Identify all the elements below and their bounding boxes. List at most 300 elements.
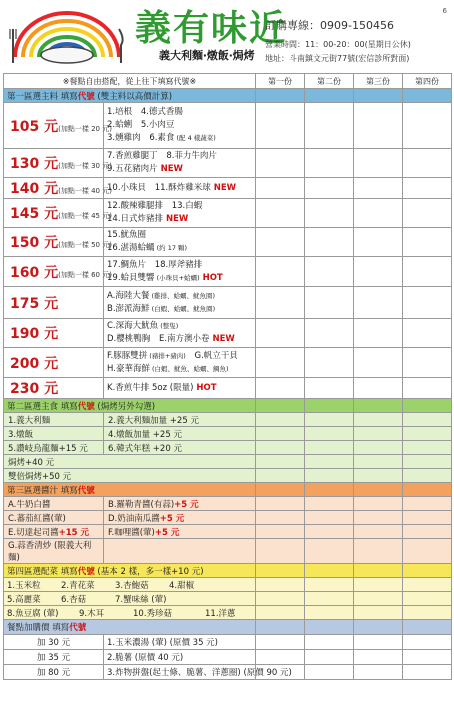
portion-input-cell[interactable] xyxy=(403,650,452,665)
portion-input-cell[interactable] xyxy=(354,620,403,635)
sauce-name: A.牛奶白醬 xyxy=(8,499,51,510)
sauce-row xyxy=(4,497,452,511)
item-list xyxy=(104,228,256,257)
portion-input-cell[interactable] xyxy=(305,483,354,497)
portion-input-cell[interactable] xyxy=(354,103,403,149)
item-list xyxy=(104,178,256,199)
side-dish-row xyxy=(4,592,452,606)
portion-input-cell[interactable] xyxy=(305,378,354,399)
menu-item: 17.鯛魚片 xyxy=(107,259,147,270)
portion-input-cell[interactable] xyxy=(354,427,403,441)
menu-item: 2.蛤蜊 xyxy=(107,120,133,130)
portion-input-cell[interactable] xyxy=(403,455,452,469)
portion-input-cell[interactable] xyxy=(354,525,403,539)
portion-input-cell[interactable] xyxy=(256,539,305,564)
side-dish: 8.魚豆腐 (葷) xyxy=(7,608,59,619)
add-on-row xyxy=(4,650,452,665)
price-tier xyxy=(4,103,112,149)
portion-input-cell[interactable] xyxy=(354,378,403,399)
portion-input-cell[interactable] xyxy=(403,620,452,635)
staple-option: 6.韓式年糕 +20 元 xyxy=(104,441,256,455)
portion-input-cell[interactable] xyxy=(354,149,403,178)
portion-input-cell[interactable] xyxy=(256,606,305,620)
portion-input-cell[interactable] xyxy=(305,497,354,511)
portion-input-cell[interactable] xyxy=(256,348,305,378)
code-highlight: 代號 xyxy=(77,485,95,496)
section-header-row xyxy=(4,564,452,578)
portion-input-cell[interactable] xyxy=(403,578,452,592)
portion-header-1: 第一份 xyxy=(256,74,305,89)
section-label xyxy=(4,564,256,578)
side-dish-options xyxy=(4,578,256,592)
restaurant-logo xyxy=(7,9,127,65)
sauce-surcharge: +5 元 xyxy=(154,527,180,538)
portion-input-cell[interactable] xyxy=(305,178,354,199)
side-dish: 2.青花菜 xyxy=(61,580,95,591)
portion-input-cell[interactable] xyxy=(256,469,305,483)
menu-item: B.澎派海鮮 xyxy=(107,303,150,314)
portion-input-cell[interactable] xyxy=(403,348,452,378)
item-list xyxy=(104,319,256,348)
section-label xyxy=(4,483,256,497)
menu-item: A.海陸大餐 xyxy=(107,290,150,301)
portion-input-cell[interactable] xyxy=(354,606,403,620)
sauce-option xyxy=(4,525,104,539)
item-line xyxy=(107,106,252,119)
portion-input-cell[interactable] xyxy=(403,511,452,525)
portion-input-cell[interactable] xyxy=(403,427,452,441)
order-table xyxy=(3,73,452,680)
side-dish: 5.高麗菜 xyxy=(7,594,41,605)
section-label-text: 填寫 xyxy=(49,623,70,633)
section-label-text: 第四區選配菜 xyxy=(7,566,59,577)
portion-input-cell[interactable] xyxy=(256,483,305,497)
section-label-text: (雙主料以高價計算) xyxy=(94,91,173,102)
item-line xyxy=(107,200,252,213)
staple-option: 2.義大利麵加量 +25 元 xyxy=(104,413,256,427)
item-line xyxy=(107,163,252,176)
portion-input-cell[interactable] xyxy=(305,635,354,650)
portion-input-cell[interactable] xyxy=(305,525,354,539)
portion-input-cell[interactable] xyxy=(354,399,403,413)
portion-input-cell[interactable] xyxy=(305,103,354,149)
page-mark: 6 xyxy=(442,7,447,15)
gratin-option: 焗烤+40 元 xyxy=(4,455,256,469)
section-header-row xyxy=(4,399,452,413)
main-ingredient-row xyxy=(4,287,452,319)
item-list xyxy=(104,257,256,287)
menu-item: 11.酥炸雞米球 xyxy=(152,182,211,193)
portion-input-cell[interactable] xyxy=(256,199,305,228)
price-label: 200 元 xyxy=(10,355,59,372)
price-tier xyxy=(4,287,104,319)
code-highlight: 代號 xyxy=(69,623,87,633)
portion-input-cell[interactable] xyxy=(305,228,354,257)
menu-item: 19.蛤貝雙響 xyxy=(107,272,155,283)
portion-input-cell[interactable] xyxy=(403,199,452,228)
portion-input-cell[interactable] xyxy=(256,287,305,319)
sauce-surcharge: +5 元 xyxy=(159,513,185,524)
price-label: 175 元 xyxy=(10,295,59,312)
main-ingredient-row xyxy=(4,378,452,399)
side-dish: 9.木耳 xyxy=(79,608,105,619)
portion-input-cell[interactable] xyxy=(256,620,305,635)
portion-input-cell[interactable] xyxy=(354,257,403,287)
portion-input-cell[interactable] xyxy=(256,413,305,427)
portion-input-cell[interactable] xyxy=(354,635,403,650)
portion-input-cell[interactable] xyxy=(256,564,305,578)
menu-item: 13.白蝦 xyxy=(169,201,203,211)
side-dish-options xyxy=(4,606,256,620)
portion-input-cell[interactable] xyxy=(354,199,403,228)
portion-input-cell[interactable] xyxy=(354,650,403,665)
price-label: 160 元 xyxy=(10,264,59,281)
portion-header-3: 第三份 xyxy=(354,74,403,89)
menu-item: 10.小珠貝 xyxy=(107,182,147,193)
portion-input-cell[interactable] xyxy=(403,378,452,399)
menu-order-sheet xyxy=(3,3,451,721)
portion-input-cell[interactable] xyxy=(403,178,452,199)
side-dish: 11.洋蔥 xyxy=(205,608,236,619)
business-hours: 營業時間：11：00-20：00(星期日公休) xyxy=(265,40,411,49)
sauce-option xyxy=(104,511,256,525)
address: 地址：斗南鎮文元街77號(宏信診所對面) xyxy=(265,54,410,63)
portion-input-cell[interactable] xyxy=(305,511,354,525)
portion-input-cell[interactable] xyxy=(403,525,452,539)
item-line xyxy=(107,119,252,132)
section-header-row xyxy=(4,89,452,103)
portion-input-cell[interactable] xyxy=(354,469,403,483)
portion-input-cell[interactable] xyxy=(354,348,403,378)
portion-input-cell[interactable] xyxy=(305,455,354,469)
portion-input-cell[interactable] xyxy=(354,441,403,455)
portion-input-cell[interactable] xyxy=(305,257,354,287)
portion-input-cell[interactable] xyxy=(354,413,403,427)
add-on-price: 加 35 元 xyxy=(4,650,104,665)
portion-input-cell[interactable] xyxy=(403,665,452,680)
portion-input-cell[interactable] xyxy=(305,592,354,606)
item-list xyxy=(104,199,256,228)
sauce-row xyxy=(4,525,452,539)
add-on-note: (加點一樣 50 元) xyxy=(58,241,112,249)
new-hot-badge: HOT xyxy=(193,382,217,393)
portion-input-cell[interactable] xyxy=(354,665,403,680)
menu-item: 5.小肉豆 xyxy=(138,120,175,130)
main-ingredient-row xyxy=(4,103,452,149)
sauce-name: E.切達起司醬 xyxy=(8,527,59,538)
portion-input-cell[interactable] xyxy=(354,592,403,606)
section-label xyxy=(4,89,256,103)
menu-item: H.豪華海鮮 xyxy=(107,363,150,374)
portion-input-cell[interactable] xyxy=(354,287,403,319)
staple-row xyxy=(4,427,452,441)
item-line xyxy=(107,363,252,376)
item-line xyxy=(107,320,252,333)
item-list xyxy=(104,287,256,319)
price-tier xyxy=(4,149,112,178)
code-highlight: 代號 xyxy=(77,91,95,102)
portion-input-cell[interactable] xyxy=(305,539,354,564)
portion-input-cell[interactable] xyxy=(403,287,452,319)
item-list xyxy=(104,348,256,378)
main-ingredient-row xyxy=(4,149,452,178)
code-highlight: 代號 xyxy=(77,401,95,412)
new-hot-badge: NEW xyxy=(163,214,189,224)
portion-input-cell[interactable] xyxy=(256,378,305,399)
menu-item: (小珠貝+蛤蠣) xyxy=(154,273,200,282)
section-label-text: (基本 2 樣，多一樣+10 元) xyxy=(94,566,204,577)
portion-input-cell[interactable] xyxy=(256,578,305,592)
item-line xyxy=(107,242,252,255)
side-dish: 4.甜椒 xyxy=(169,580,195,591)
add-on-row xyxy=(4,665,452,680)
portion-input-cell[interactable] xyxy=(256,149,305,178)
portion-input-cell[interactable] xyxy=(354,511,403,525)
portion-input-cell[interactable] xyxy=(354,539,403,564)
portion-input-cell[interactable] xyxy=(305,287,354,319)
portion-input-cell[interactable] xyxy=(256,441,305,455)
portion-input-cell[interactable] xyxy=(256,650,305,665)
menu-item: 16.湛湯蛤蠣 xyxy=(107,243,155,253)
portion-input-cell[interactable] xyxy=(354,319,403,348)
portion-input-cell[interactable] xyxy=(305,348,354,378)
portion-input-cell[interactable] xyxy=(403,228,452,257)
side-dish: 6.杏菇 xyxy=(61,594,87,605)
portion-input-cell[interactable] xyxy=(403,635,452,650)
add-on-note: (加點一樣 45 元) xyxy=(58,212,112,220)
sauce-option xyxy=(104,497,256,511)
restaurant-name: 義有味近 xyxy=(135,7,288,49)
item-line xyxy=(107,150,252,163)
price-tier xyxy=(4,348,104,378)
portion-input-cell[interactable] xyxy=(354,483,403,497)
add-on-item: 3.炸物拼盤(起士條、脆薯、洋蔥圈) (原價 90 元) xyxy=(104,665,256,680)
portion-input-cell[interactable] xyxy=(305,650,354,665)
staple-row xyxy=(4,441,452,455)
portion-input-cell[interactable] xyxy=(305,199,354,228)
portion-input-cell[interactable] xyxy=(305,578,354,592)
portion-input-cell[interactable] xyxy=(256,592,305,606)
portion-input-cell[interactable] xyxy=(305,319,354,348)
main-ingredient-row xyxy=(4,348,452,378)
section-label xyxy=(4,399,256,413)
price-label: 145 元 xyxy=(10,206,59,222)
section-label xyxy=(4,620,256,635)
gratin-row xyxy=(4,469,452,483)
portion-input-cell[interactable] xyxy=(403,469,452,483)
price-label: 130 元 xyxy=(10,156,59,172)
staple-option: 1.義大利麵 xyxy=(4,413,104,427)
sauce-option xyxy=(4,539,104,564)
staple-option: 3.燉飯 xyxy=(4,427,104,441)
portion-input-cell[interactable] xyxy=(256,497,305,511)
portion-input-cell[interactable] xyxy=(403,89,452,103)
portion-input-cell[interactable] xyxy=(256,89,305,103)
portion-input-cell[interactable] xyxy=(305,413,354,427)
main-ingredient-row xyxy=(4,319,452,348)
new-hot-badge: NEW xyxy=(210,182,237,193)
section-label-text: 餐點加購價 xyxy=(7,623,50,633)
add-on-price: 加 80 元 xyxy=(4,665,104,680)
add-on-note: (加點一樣 60 元) xyxy=(58,270,112,279)
ordering-note: ※餐點自由搭配，從上往下填寫代號※ xyxy=(4,74,256,89)
item-list xyxy=(104,103,256,149)
portion-input-cell[interactable] xyxy=(256,319,305,348)
price-label: 140 元 xyxy=(10,181,59,197)
portion-input-cell[interactable] xyxy=(403,592,452,606)
portion-input-cell[interactable] xyxy=(256,257,305,287)
add-on-note: (加點一樣 20 元) xyxy=(58,124,112,133)
section-label-text: 填寫 xyxy=(58,485,78,496)
section-label-text: (焗烤另外勾選) xyxy=(94,401,156,412)
portion-input-cell[interactable] xyxy=(256,427,305,441)
item-line xyxy=(107,182,252,195)
item-line xyxy=(107,290,252,303)
section-label-text: 第二區選主食 xyxy=(7,401,59,412)
portion-input-cell[interactable] xyxy=(305,620,354,635)
item-list xyxy=(104,378,256,399)
price-tier xyxy=(4,257,112,287)
side-dish: 3.杏鮑菇 xyxy=(115,580,149,591)
main-ingredient-row xyxy=(4,228,452,257)
menu-item: (白蝦、魷魚、蛤蠣、鯛魚) xyxy=(149,364,229,373)
portion-input-cell[interactable] xyxy=(256,635,305,650)
add-on-item: 2.脆薯 (原價 40 元) xyxy=(104,650,256,665)
portion-input-cell[interactable] xyxy=(256,103,305,149)
price-tier xyxy=(4,319,104,348)
price-label: 105 元 xyxy=(10,118,59,135)
menu-item: 18.厚斧豬排 xyxy=(152,259,203,270)
portion-input-cell[interactable] xyxy=(403,103,452,149)
portion-input-cell[interactable] xyxy=(305,89,354,103)
main-ingredient-row xyxy=(4,199,452,228)
code-highlight: 代號 xyxy=(77,566,95,577)
portion-input-cell[interactable] xyxy=(403,539,452,564)
menu-item: K.香煎牛排 5oz (限量) xyxy=(107,382,194,393)
portion-input-cell[interactable] xyxy=(354,89,403,103)
item-line xyxy=(107,272,252,285)
side-dish-row xyxy=(4,606,452,620)
portion-input-cell[interactable] xyxy=(256,178,305,199)
new-hot-badge: NEW xyxy=(209,334,235,344)
portion-input-cell[interactable] xyxy=(403,564,452,578)
portion-input-cell[interactable] xyxy=(354,455,403,469)
portion-input-cell[interactable] xyxy=(305,441,354,455)
portion-input-cell[interactable] xyxy=(305,399,354,413)
portion-input-cell[interactable] xyxy=(403,319,452,348)
portion-input-cell[interactable] xyxy=(403,257,452,287)
portion-input-cell[interactable] xyxy=(256,511,305,525)
item-line xyxy=(107,382,252,395)
add-on-note: (加點一樣 40 元) xyxy=(58,187,112,195)
section-label-text: 填寫 xyxy=(58,566,78,577)
portion-input-cell[interactable] xyxy=(305,469,354,483)
portion-input-cell[interactable] xyxy=(403,441,452,455)
price-label: 150 元 xyxy=(10,235,59,251)
add-on-price: 加 30 元 xyxy=(4,635,104,650)
item-line xyxy=(107,303,252,316)
item-line xyxy=(107,132,252,145)
section-header-row xyxy=(4,483,452,497)
menu-item: E.南方澳小卷 xyxy=(156,334,210,344)
side-dish-row xyxy=(4,578,452,592)
portion-input-cell[interactable] xyxy=(403,149,452,178)
portion-input-cell[interactable] xyxy=(354,564,403,578)
price-tier xyxy=(4,178,112,199)
portion-input-cell[interactable] xyxy=(305,564,354,578)
staple-option: 5.讚岐烏龍麵+15 元 xyxy=(4,441,104,455)
table-header-row xyxy=(4,74,452,89)
portion-input-cell[interactable] xyxy=(305,665,354,680)
staple-option: 4.燉飯加量 +25 元 xyxy=(104,427,256,441)
portion-input-cell[interactable] xyxy=(256,399,305,413)
gratin-row xyxy=(4,455,452,469)
menu-item: 1.培根 xyxy=(107,107,133,117)
portion-input-cell[interactable] xyxy=(256,228,305,257)
side-dish: 1.玉米粒 xyxy=(7,580,41,591)
item-line xyxy=(107,333,252,346)
item-line xyxy=(107,259,252,272)
portion-input-cell[interactable] xyxy=(354,578,403,592)
portion-input-cell[interactable] xyxy=(403,413,452,427)
sauce-surcharge: +15 元 xyxy=(58,527,89,538)
item-line xyxy=(107,213,252,226)
add-on-note: (加點一樣 30 元) xyxy=(58,162,112,170)
portion-input-cell[interactable] xyxy=(354,228,403,257)
add-on-row xyxy=(4,635,452,650)
sauce-name: D.奶油南瓜醬 xyxy=(108,513,160,524)
order-phone: 訂購專線：0909-150456 xyxy=(265,19,394,32)
menu-item: (約 17 顆) xyxy=(154,244,188,252)
menu-item: 12.酸辣雞腿排 xyxy=(107,201,164,211)
price-label: 230 元 xyxy=(10,381,59,397)
gratin-option: 雙倍焗烤+50 元 xyxy=(4,469,256,483)
section-label-text: 填寫 xyxy=(58,91,78,102)
main-ingredient-row xyxy=(4,257,452,287)
portion-input-cell[interactable] xyxy=(256,455,305,469)
item-line xyxy=(107,350,252,363)
item-line xyxy=(107,229,252,242)
main-ingredient-row xyxy=(4,178,452,199)
portion-input-cell[interactable] xyxy=(305,427,354,441)
side-dish: 10.秀珍菇 xyxy=(133,608,173,619)
portion-input-cell[interactable] xyxy=(403,606,452,620)
price-tier xyxy=(4,378,104,399)
menu-item: 3.燻雞肉 xyxy=(107,133,141,143)
section-label-text: 第三區選醬汁 xyxy=(7,485,59,496)
section-label-text: 填寫 xyxy=(58,401,78,412)
sauce-name: C.蕃茄紅醬(葷) xyxy=(8,513,66,524)
portion-input-cell[interactable] xyxy=(354,497,403,511)
menu-item: (豬排+豬肉) xyxy=(147,351,186,360)
menu-item: G.帆立干貝 xyxy=(191,350,238,361)
portion-input-cell[interactable] xyxy=(305,606,354,620)
portion-input-cell[interactable] xyxy=(403,483,452,497)
section-header-row xyxy=(4,620,452,635)
menu-item: 14.日式炸豬排 xyxy=(107,214,164,224)
portion-input-cell[interactable] xyxy=(354,178,403,199)
sauce-surcharge: +5 元 xyxy=(174,499,199,510)
menu-item: 9.五花豬肉片 xyxy=(107,164,158,174)
menu-item: D.櫻桃鴨胸 xyxy=(107,334,151,344)
portion-input-cell[interactable] xyxy=(403,497,452,511)
portion-input-cell[interactable] xyxy=(305,149,354,178)
portion-header-2: 第二份 xyxy=(305,74,354,89)
menu-item: (白蝦、蛤蠣、魷魚圈) xyxy=(149,304,216,313)
portion-input-cell[interactable] xyxy=(403,399,452,413)
sauce-row xyxy=(4,539,452,564)
portion-input-cell[interactable] xyxy=(256,525,305,539)
